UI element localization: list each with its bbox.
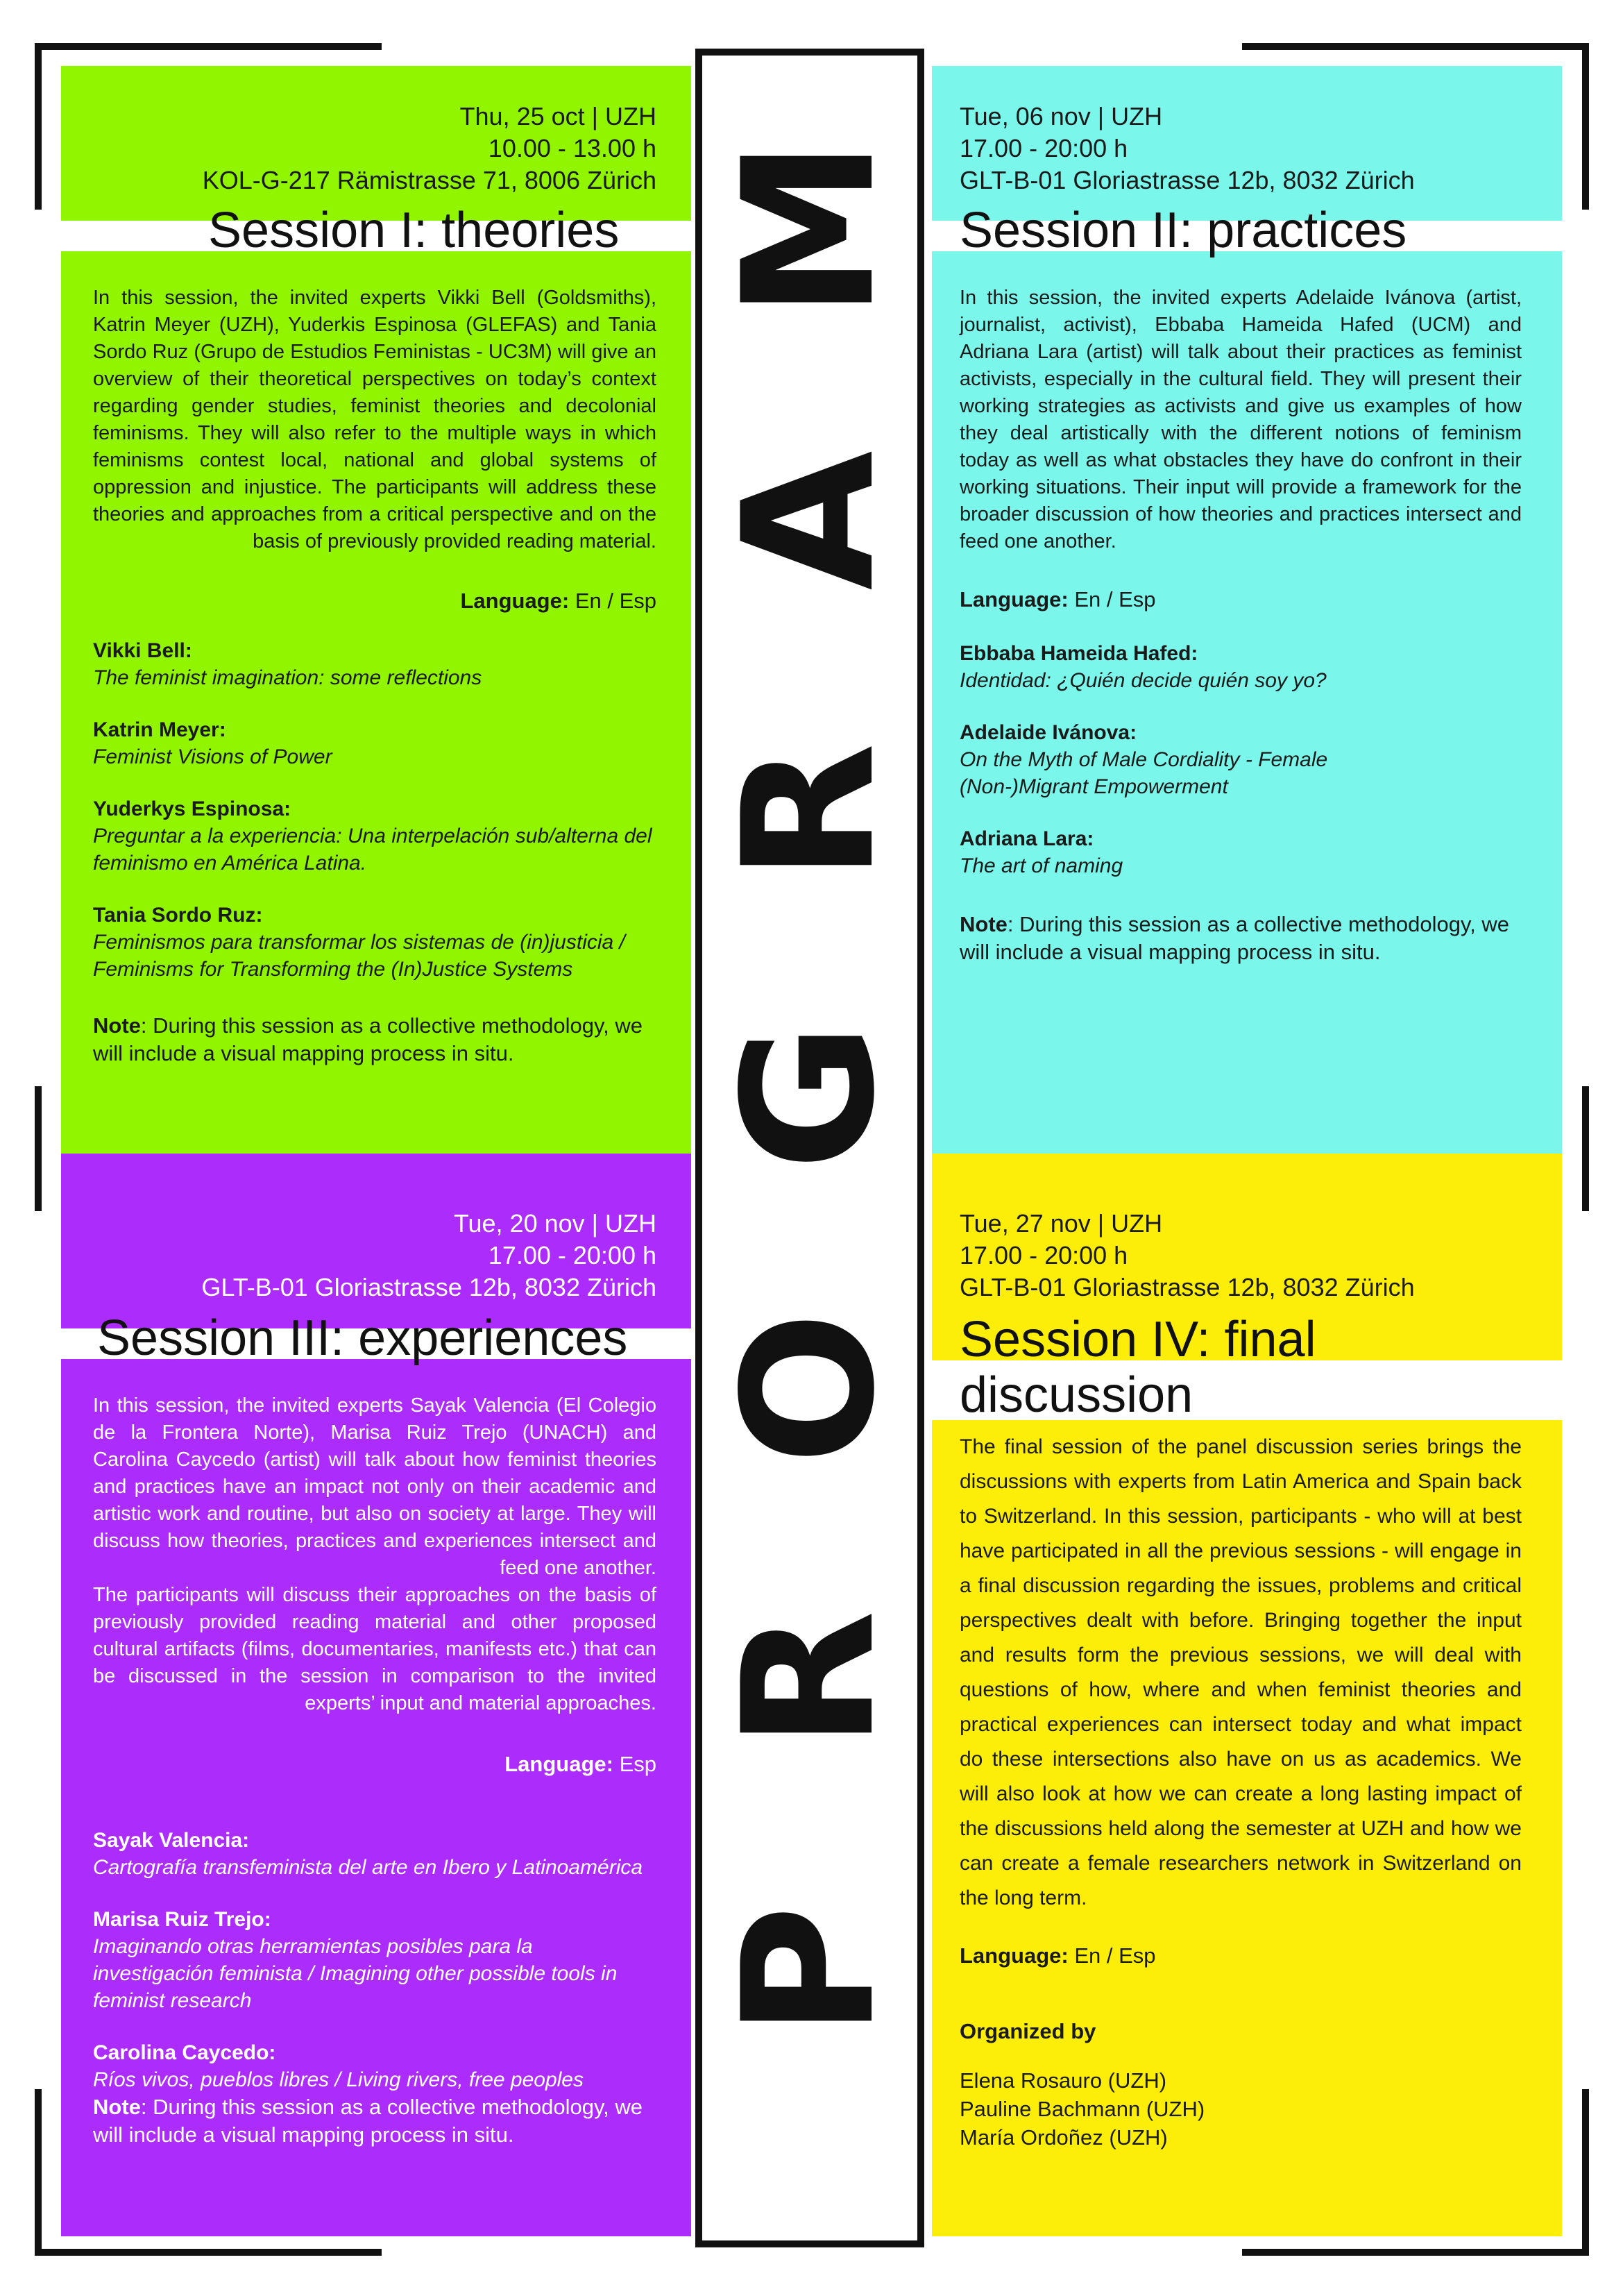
speaker-item: Tania Sordo Ruz: Feminismos para transformar los sistemas de (in)justicia / Feminisms for Transforming the (In)Justice Systems bbox=[93, 904, 625, 981]
session-2-language bbox=[960, 587, 1156, 612]
program-word bbox=[695, 139, 924, 2172]
program-letter: R bbox=[705, 742, 915, 882]
session-4-date: Tue, 27 nov | UZH bbox=[960, 1209, 1163, 1238]
session-4-time: 17.00 - 20:00 h bbox=[960, 1241, 1128, 1269]
session-2-header bbox=[960, 101, 1547, 196]
session-3-description: In this session, the invited experts Sayak Valencia (El Colegio de la Frontera Norte), Marisa Ruiz Trejo (UNACH) and Carolina Caycedo (artist) will talk about how feminist theories and practices have an impact not only on their academic and artistic work and routine, but also on society at large. They will discuss how theories, practices and experiences intersect and feed one another. The participants will discuss their approaches on the basis of previously provided reading material and other proposed cultural artifacts (films, documentaries, manifests etc.) that can be discussed in the session in comparison to the invited experts’ input and material approaches. bbox=[93, 1394, 656, 1714]
corner-bracket bbox=[35, 2089, 42, 2256]
speaker-item: Adriana Lara: The art of naming bbox=[960, 827, 1123, 877]
session-3-title: Session III: experiences bbox=[97, 1310, 628, 1366]
session-1-header bbox=[69, 101, 656, 196]
session-2-speakers bbox=[960, 640, 1522, 904]
session-1-time: 10.00 - 13.00 h bbox=[488, 134, 656, 162]
session-1-language bbox=[361, 589, 656, 614]
program-letter: R bbox=[705, 1610, 915, 1750]
speaker-item: Katrin Meyer: Feminist Visions of Power bbox=[93, 718, 332, 768]
language-value: En / Esp bbox=[575, 589, 656, 613]
language-value: Esp bbox=[619, 1752, 656, 1776]
program-letter: A bbox=[705, 450, 915, 591]
program-letter: G bbox=[705, 1022, 915, 1171]
session-2-location: GLT-B-01 Gloriastrasse 12b, 8032 Zürich bbox=[960, 166, 1415, 194]
corner-bracket bbox=[1242, 2249, 1589, 2256]
session-2-title: Session II: practices bbox=[960, 203, 1407, 258]
corner-bracket bbox=[35, 43, 382, 50]
corner-bracket bbox=[1242, 43, 1589, 50]
session-1-location: KOL-G-217 Rämistrasse 71, 8006 Zürich bbox=[202, 166, 656, 194]
session-1-date: Thu, 25 oct | UZH bbox=[459, 102, 656, 130]
session-1-note: Note: During this session as a collective methodology, we will include a visual mapping process in situ. bbox=[93, 1013, 643, 1065]
speaker-item: Ebbaba Hameida Hafed: Identidad: ¿Quién decide quién soy yo? bbox=[960, 642, 1327, 692]
session-4-title: Session IV: final discussion bbox=[960, 1312, 1316, 1423]
session-4-language bbox=[960, 1943, 1156, 1968]
organizers bbox=[960, 2017, 1445, 2152]
speaker-item: Sayak Valencia: Cartografía transfeminista del arte en Ibero y Latinoamérica bbox=[93, 1829, 643, 1879]
corner-bracket bbox=[35, 43, 42, 210]
speaker-item: Carolina Caycedo: Ríos vivos, pueblos libres / Living rivers, free peoples bbox=[93, 2041, 584, 2091]
session-3-date: Tue, 20 nov | UZH bbox=[453, 1209, 656, 1238]
language-label: Language: bbox=[960, 587, 1069, 611]
session-1-description: In this session, the invited experts Vikki Bell (Goldsmiths), Katrin Meyer (UZH), Yuderkis Espinosa (GLEFAS) and Tania Sordo Ruz (Grupo de Estudios Feministas - UC3M) will give an overview of their theoretical perspectives on today’s context regarding gender studies, feminist theories and decolonial feminisms. They will also refer to the multiple ways in which feminisms contest local, national and global systems of oppression and injustice. The participants will address these theories and approaches from a critical perspective and on the basis of previously provided reading material. bbox=[93, 287, 656, 552]
session-1-title: Session I: theories bbox=[208, 203, 620, 258]
session-3-speakers bbox=[93, 1827, 656, 2118]
program-letter: O bbox=[705, 1311, 915, 1465]
speaker-item: Adelaide Ivánova: On the Myth of Male Cordiality - Female (Non-)Migrant Empowerment bbox=[960, 721, 1328, 798]
session-3-location: GLT-B-01 Gloriastrasse 12b, 8032 Zürich bbox=[201, 1273, 656, 1301]
corner-bracket bbox=[1582, 43, 1589, 210]
language-label: Language: bbox=[460, 589, 570, 613]
corner-bracket bbox=[35, 1086, 42, 1211]
corner-bracket bbox=[35, 2249, 382, 2256]
speaker-item: Marisa Ruiz Trejo: Imaginando otras herramientas posibles para la investigación feminista / Imagining other possible tools in feminist research bbox=[93, 1908, 618, 2012]
corner-bracket bbox=[1582, 2089, 1589, 2256]
speaker-item: Yuderkys Espinosa: Preguntar a la experiencia: Una interpelación sub/alterna del feminismo en América Latina. bbox=[93, 797, 652, 875]
program-letter: P bbox=[705, 1905, 915, 2038]
session-2-note: Note: During this session as a collective methodology, we will include a visual mapping process in situ. bbox=[960, 912, 1510, 964]
language-label: Language: bbox=[960, 1943, 1069, 1968]
session-2-time: 17.00 - 20:00 h bbox=[960, 134, 1128, 162]
session-2-description: In this session, the invited experts Adelaide Ivánova (artist, journalist, activist), Ebbaba Hameida Hafed (UCM) and Adriana Lara (artist) will talk about their practices as feminist activists, especially in the cultural field. They will present their working strategies as activists and give us examples of how they deal artistically with the different notions of feminism today as well as what obstacles they have do confront in their working situations. Their input will provide a framework for the broader discussion of how theories and practices intersect and feed one another. bbox=[960, 287, 1522, 552]
organizer-name: Pauline Bachmann (UZH) bbox=[960, 2097, 1205, 2121]
program-letter: M bbox=[705, 139, 915, 319]
organized-by-label: Organized by bbox=[960, 2019, 1096, 2043]
session-2-date: Tue, 06 nov | UZH bbox=[960, 102, 1163, 130]
session-4-header bbox=[960, 1208, 1547, 1303]
language-label: Language: bbox=[504, 1752, 613, 1776]
speaker-item: Vikki Bell: The feminist imagination: some reflections bbox=[93, 639, 482, 689]
session-3-header bbox=[69, 1208, 656, 1303]
session-1-speakers bbox=[93, 637, 656, 1008]
organizer-name: María Ordoñez (UZH) bbox=[960, 2125, 1168, 2150]
session-4-description: The final session of the panel discussion series brings the discussions with experts from Latin America and Spain back to Switzerland. In this session, participants - who will at best have participated in all the previous sessions - will engage in a final discussion regarding the issues, problems and critical perspectives dealt with before. Bringing together the input and results form the previous sessions, we will deal with questions of how, where and when feminist theories and practical experiences can intersect today and what impact do these intersections also have on us as academics. We will also look at how we can create a long lasting impact of the discussions held along the semester at UZH and how we can create a female researchers network in Switzerland on the long term. bbox=[960, 1435, 1522, 1909]
language-value: En / Esp bbox=[1074, 587, 1156, 611]
language-value: En / Esp bbox=[1074, 1943, 1156, 1968]
session-3-note: Note: During this session as a collective methodology, we will include a visual mapping process in situ. bbox=[93, 2095, 643, 2147]
session-3-time: 17.00 - 20:00 h bbox=[488, 1241, 656, 1269]
session-4-location: GLT-B-01 Gloriastrasse 12b, 8032 Zürich bbox=[960, 1273, 1415, 1301]
session-3-language bbox=[361, 1752, 656, 1777]
organizer-name: Elena Rosauro (UZH) bbox=[960, 2068, 1167, 2093]
corner-bracket bbox=[1582, 1086, 1589, 1211]
